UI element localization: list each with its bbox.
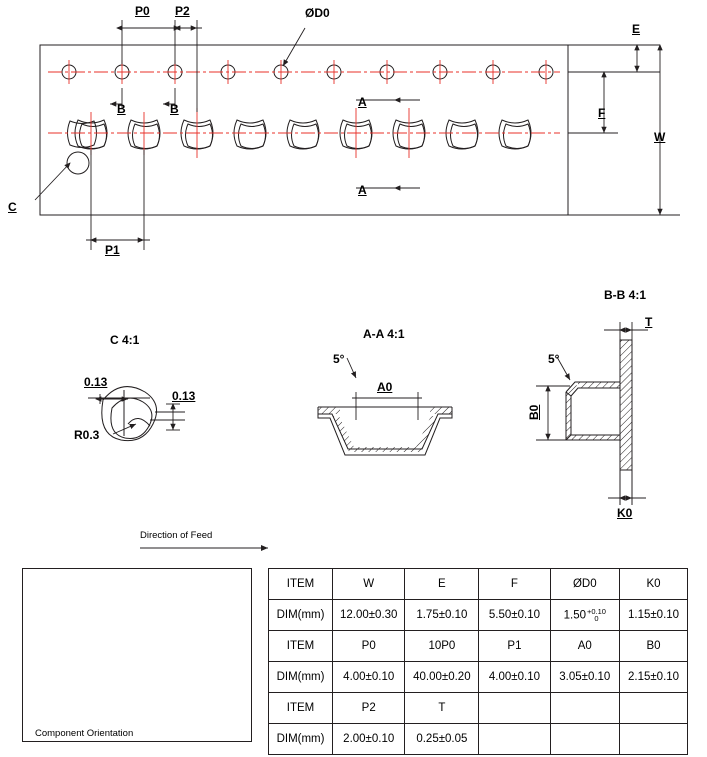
cell-item-2-1: 10P0	[405, 631, 479, 662]
cell-item-1-1: E	[405, 569, 479, 600]
cell-item-3-3	[550, 693, 620, 724]
cell-item-header-1: ITEM	[269, 569, 333, 600]
cell-dim-3-3	[550, 724, 620, 755]
cell-item-2-3: A0	[550, 631, 620, 662]
cell-dim-2-0: 4.00±0.10	[333, 662, 405, 693]
cell-item-2-0: P0	[333, 631, 405, 662]
cell-item-2-2: P1	[479, 631, 550, 662]
cell-dim-2-3: 3.05±0.10	[550, 662, 620, 693]
label-t: T	[645, 315, 653, 329]
dimension-table	[268, 568, 688, 755]
label-p2: P2	[175, 4, 190, 18]
cell-dim-header-2: DIM(mm)	[269, 662, 333, 693]
label-a0: A0	[377, 380, 393, 394]
label-c-detail-dim-top: 0.13	[84, 375, 108, 389]
label-a-top: A	[358, 95, 367, 109]
label-c-detail-dim-right: 0.13	[172, 389, 196, 403]
table-row	[269, 569, 688, 600]
cell-item-header-2: ITEM	[269, 631, 333, 662]
cell-dim-1-0: 12.00±0.30	[333, 600, 405, 631]
table-row	[269, 662, 688, 693]
label-w: W	[654, 130, 666, 144]
cell-dim-header-1: DIM(mm)	[269, 600, 333, 631]
table-row	[269, 693, 688, 724]
label-aa-title: A-A 4:1	[363, 327, 405, 341]
label-bb-angle: 5°	[548, 352, 560, 366]
tolerance-lower: 0	[594, 614, 599, 623]
cell-item-2-4: B0	[620, 631, 688, 662]
cell-dim-3-1: 0.25±0.05	[405, 724, 479, 755]
label-d0: ØD0	[305, 6, 330, 20]
cell-item-1-3: ØD0	[550, 569, 620, 600]
cell-dim-2-2: 4.00±0.10	[479, 662, 550, 693]
label-b-left: B	[117, 102, 126, 116]
cell-dim-1-3	[550, 600, 620, 631]
cell-dim-3-0: 2.00±0.10	[333, 724, 405, 755]
label-a-bottom: A	[358, 183, 367, 197]
cell-dim-1-4: 1.15±0.10	[620, 600, 688, 631]
cell-dim-1-1: 1.75±0.10	[405, 600, 479, 631]
label-b0: B0	[527, 404, 541, 420]
label-b-right: B	[170, 102, 179, 116]
cell-item-3-1: T	[405, 693, 479, 724]
cell-item-1-0: W	[333, 569, 405, 600]
label-c-detail-radius: R0.3	[74, 428, 100, 442]
table-row	[269, 724, 688, 755]
label-c-detail-title: C 4:1	[110, 333, 140, 347]
tolerance-upper: +0.10	[587, 606, 606, 616]
cell-item-header-3: ITEM	[269, 693, 333, 724]
cell-dim-1-2: 5.50±0.10	[479, 600, 550, 631]
cell-item-3-2	[479, 693, 550, 724]
cell-dim-1-3-value: 1.50	[563, 609, 586, 622]
label-f: F	[598, 106, 606, 120]
label-direction-of-feed: Direction of Feed	[140, 530, 213, 541]
label-aa-angle: 5°	[333, 352, 345, 366]
label-p1: P1	[105, 243, 120, 257]
cell-item-1-2: F	[479, 569, 550, 600]
label-k0: K0	[617, 506, 633, 520]
label-p0: P0	[135, 4, 150, 18]
cell-item-3-4	[620, 693, 688, 724]
label-component-orientation: Component Orientation	[35, 728, 134, 739]
label-c: C	[8, 200, 17, 214]
cell-dim-2-1: 40.00±0.20	[405, 662, 479, 693]
cell-item-1-4: K0	[620, 569, 688, 600]
table-row	[269, 631, 688, 662]
label-e: E	[632, 22, 641, 36]
cell-dim-2-4: 2.15±0.10	[620, 662, 688, 693]
table-row	[269, 600, 688, 631]
cell-dim-header-3: DIM(mm)	[269, 724, 333, 755]
cell-dim-3-4	[620, 724, 688, 755]
component-orientation-panel	[22, 568, 252, 742]
cell-dim-3-2	[479, 724, 550, 755]
label-bb-title: B-B 4:1	[604, 288, 647, 302]
cell-item-3-0: P2	[333, 693, 405, 724]
